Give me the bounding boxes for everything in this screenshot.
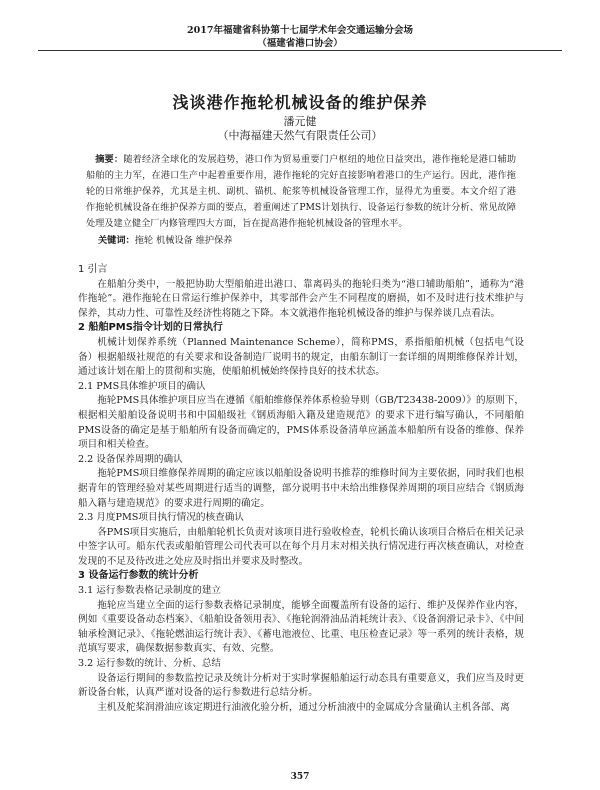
paragraph: 拖轮PMS具体维护项目应当在遵循《船舶维修保养体系检验导则（GB/T23438-2009）》的原则下，根据相关船舶设备说明书和中国船级社《钢质海船入籍及建造规范》的要求下进行编写确认，不同船舶PMS设备的确定是基于船舶所有设备而确定的，PMS体系设备清单应涵盖本船舶所有设备的维修、保养项目和相关检查。 — [78, 395, 524, 451]
abstract-label: 摘要： — [95, 154, 124, 165]
author-affiliation: （中海福建天然气有限责任公司） — [217, 129, 383, 142]
organizer-header: （福建省港口协会） — [257, 38, 343, 49]
abstract — [86, 152, 516, 232]
page-number: 357 — [290, 772, 310, 782]
header-divider — [38, 50, 562, 51]
subsection-heading: 3.1 运行参数表格记录制度的建立 — [78, 585, 222, 597]
subsection-heading: 2.1 PMS具体维护项目的确认 — [78, 380, 206, 392]
paragraph: 在船舶分类中，一般把协助大型船舶进出港口、靠离码头的拖轮归类为“港口辅助船舶”，通称为“港作拖轮”。港作拖轮在日常运行维护保养中，其零部件会产生不同程度的磨损，如不及时进行技术维护与保养，其动力性、可靠性及经济性将随之下降。本文就港作拖轮机械设备的维护与保养谈几点看法。 — [78, 278, 524, 319]
subsection-heading: 2.3 月度PMS项目执行情况的核查确认 — [78, 512, 244, 524]
paragraph: 拖轮应当建立全面的运行参数表格记录制度，能够全面覆盖所有设备的运行、维护及保养作业内容，例如《重要设备动态档案》、《船舶设备领用表》、《拖轮润滑油品消耗统计表》、《设备润滑记录卡》、《中间轴承检测记录》、《拖轮燃油运行统计表》、《蓄电池液位、比重、电压检查记录》等一系列的统计表格，规范填写要求，确保数据参数真实、有效、完整。 — [78, 599, 524, 655]
author-name: 潘元健 — [283, 115, 317, 128]
paragraph: 拖轮PMS项目维修保养周期的确定应该以船舶设备说明书推荐的维修时间为主要依据，同时我们也根据青年的管理经验对某些周期进行适当的调整，部分说明书中未给出维修保养周期的项目应结合《钢质海船入籍与建造规范》的要求进行周期的确定。 — [78, 468, 524, 509]
section-heading: 1 引言 — [78, 264, 108, 275]
paragraph: 机械计划保养系统（Planned Maintenance Scheme），简称PMS，系指船舶机械（包括电气设备）根据船级社规范的有关要求和设备制造厂说明书的规定，由船东制订一套详细的周期维修保养计划，通过该计划在船上的贯彻和实施，使船舶机械始终保持良好的技术状态。 — [78, 336, 524, 378]
keywords-text: 拖轮 机械设备 维护保养 — [134, 235, 233, 246]
paragraph: 各PMS项目实施后，由船舶轮机长负责对该项目进行验收检查，轮机长确认该项目合格后在相关记录中签字认可。船东代表或船舶管理公司代表可以在每个月月末对相关执行情况进行再次核查确认，对检查发现的不足及待改进之处应及时指出并要求及时整改。 — [78, 526, 524, 567]
section-heading: 2 船舶PMS指令计划的日常执行 — [78, 322, 223, 334]
keywords-label: 关键词： — [98, 235, 135, 246]
paragraph: 主机及舵桨润滑油应该定期进行油液化验分析，通过分析油液中的金属成分含量确认主机各部、离 — [97, 701, 510, 713]
paper-title: 浅谈港作拖轮机械设备的维护保养 — [172, 93, 428, 112]
subsection-heading: 2.2 设备保养周期的确认 — [78, 453, 183, 465]
section-heading: 3 设备运行参数的统计分析 — [78, 570, 199, 582]
paragraph: 设备运行期间的参数监控记录及统计分析对于实时掌握船舶运行动态具有重要意义，我们应当及时更新设备台帐，认真严谨对设备的运行参数进行总结分析。 — [78, 672, 524, 699]
conference-header: 2017年福建省科协第十七届学术年会交通运输分会场 — [187, 25, 413, 36]
abstract-text: 随着经济全球化的发展趋势，港口作为贸易重要门户枢纽的地位日益突出，港作拖轮是港口辅助船舶的主力军，在港口生产中起着重要作用，港作拖轮的完好直接影响着港口的生产运行。因此，港作拖轮的日常维护保养，尤其是主机、副机、锚机、舵浆等机械设备管理工作，显得尤为重要。本文介绍了港作拖轮机械设备在维护保养方面的要点，着重阐述了PMS计划执行、设备运行参数的统计分析、常见故障处理及建立健全厂内修管理四大方面，旨在提高港作拖轮机械设备的管理水平。 — [86, 154, 517, 229]
paper-body — [78, 263, 524, 715]
keywords — [98, 232, 232, 246]
subsection-heading: 3.2 运行参数的统计、分析、总结 — [78, 658, 222, 670]
